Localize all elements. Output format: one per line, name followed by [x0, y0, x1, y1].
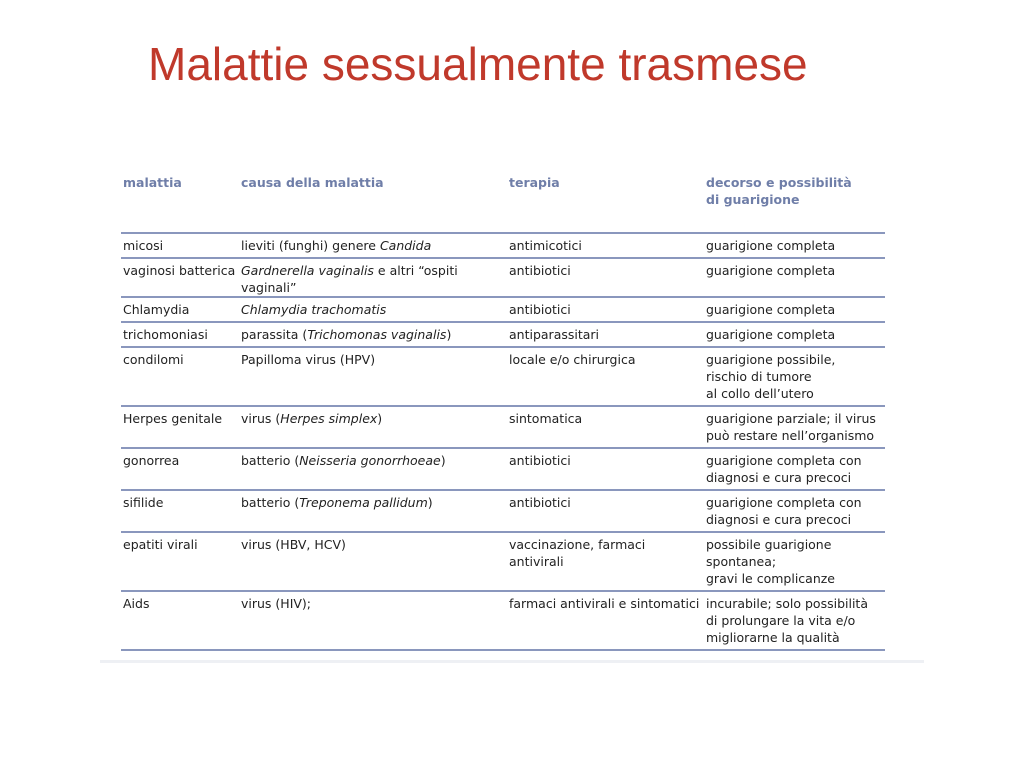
cell-causa [239, 490, 507, 532]
cell-decorso: guarigione parziale; il virus può restare nell’organismo [704, 406, 885, 448]
cell-terapia: antiparassitari [507, 322, 704, 347]
causa-italic-text: Candida [379, 238, 432, 253]
table-panel [100, 160, 924, 663]
cell-decorso: guarigione possibile, rischio di tumore al collo dell’utero [704, 347, 885, 406]
causa-text: virus ( [241, 411, 281, 426]
cell-malattia: sifilide [121, 490, 239, 532]
cell-terapia: antibiotici [507, 258, 704, 297]
causa-italic-text: Treponema pallidum [299, 495, 428, 510]
cell-decorso: guarigione completa [704, 297, 885, 322]
causa-text: ) [427, 495, 433, 510]
header-decorso: decorso e possibilità di guarigione [704, 172, 885, 233]
header-terapia: terapia [507, 172, 704, 233]
causa-text: lieviti (funghi) genere [241, 238, 380, 253]
cell-malattia: trichomoniasi [121, 322, 239, 347]
cell-causa [239, 347, 507, 406]
table-row [121, 532, 885, 591]
cell-terapia: antibiotici [507, 448, 704, 490]
cell-decorso: possibile guarigione spontanea; gravi le complicanze [704, 532, 885, 591]
cell-causa [239, 448, 507, 490]
cell-terapia: antimicotici [507, 233, 704, 258]
cell-causa [239, 532, 507, 591]
cell-malattia: condilomi [121, 347, 239, 406]
table-header-row [121, 172, 885, 233]
table-row [121, 258, 885, 297]
cell-terapia: farmaci antivirali e sintomatici [507, 591, 704, 650]
cell-terapia: sintomatica [507, 406, 704, 448]
causa-text: ) [377, 411, 383, 426]
header-causa: causa della malattia [239, 172, 507, 233]
cell-terapia: vaccinazione, farmaci antivirali [507, 532, 704, 591]
cell-malattia: gonorrea [121, 448, 239, 490]
cell-causa [239, 297, 507, 322]
table-row [121, 490, 885, 532]
cell-causa [239, 322, 507, 347]
causa-text: Papilloma virus (HPV) [241, 352, 376, 367]
table-row [121, 591, 885, 650]
causa-italic-text: Herpes simplex [280, 411, 378, 426]
cell-terapia: locale e/o chirurgica [507, 347, 704, 406]
cell-decorso: incurabile; solo possibilità di prolungare la vita e/o migliorarne la qualità [704, 591, 885, 650]
causa-text: virus (HBV, HCV) [241, 537, 346, 552]
table-row [121, 322, 885, 347]
causa-italic-text: Neisseria gonorrhoeae [299, 453, 441, 468]
table-row [121, 297, 885, 322]
table-body [121, 233, 885, 650]
cell-decorso: guarigione completa [704, 322, 885, 347]
cell-causa [239, 406, 507, 448]
causa-italic-text: Chlamydia trachomatis [241, 302, 387, 317]
cell-malattia: Herpes genitale [121, 406, 239, 448]
causa-text: e altri “ospiti vaginali” [241, 263, 458, 295]
causa-text: parassita ( [241, 327, 308, 342]
cell-decorso: guarigione completa [704, 258, 885, 297]
cell-terapia: antibiotici [507, 297, 704, 322]
cell-malattia: Chlamydia [121, 297, 239, 322]
cell-terapia: antibiotici [507, 490, 704, 532]
cell-causa [239, 591, 507, 650]
table-row [121, 233, 885, 258]
table-row [121, 347, 885, 406]
causa-text: batterio ( [241, 453, 300, 468]
table-row [121, 448, 885, 490]
std-table [121, 172, 885, 651]
cell-malattia: micosi [121, 233, 239, 258]
cell-causa [239, 258, 507, 297]
table-row [121, 406, 885, 448]
causa-text: ) [446, 327, 452, 342]
causa-italic-text: Trichomonas vaginalis [307, 327, 447, 342]
cell-causa [239, 233, 507, 258]
cell-malattia: epatiti virali [121, 532, 239, 591]
cell-malattia: vaginosi batterica [121, 258, 239, 297]
cell-decorso: guarigione completa con diagnosi e cura precoci [704, 448, 885, 490]
slide-title: Malattie sessualmente trasmese [148, 38, 808, 90]
causa-italic-text: Gardnerella vaginalis [241, 263, 374, 278]
header-malattia: malattia [121, 172, 239, 233]
cell-malattia: Aids [121, 591, 239, 650]
causa-text: virus (HIV); [241, 596, 312, 611]
cell-decorso: guarigione completa con diagnosi e cura precoci [704, 490, 885, 532]
cell-decorso: guarigione completa [704, 233, 885, 258]
causa-text: batterio ( [241, 495, 300, 510]
causa-text: ) [440, 453, 446, 468]
